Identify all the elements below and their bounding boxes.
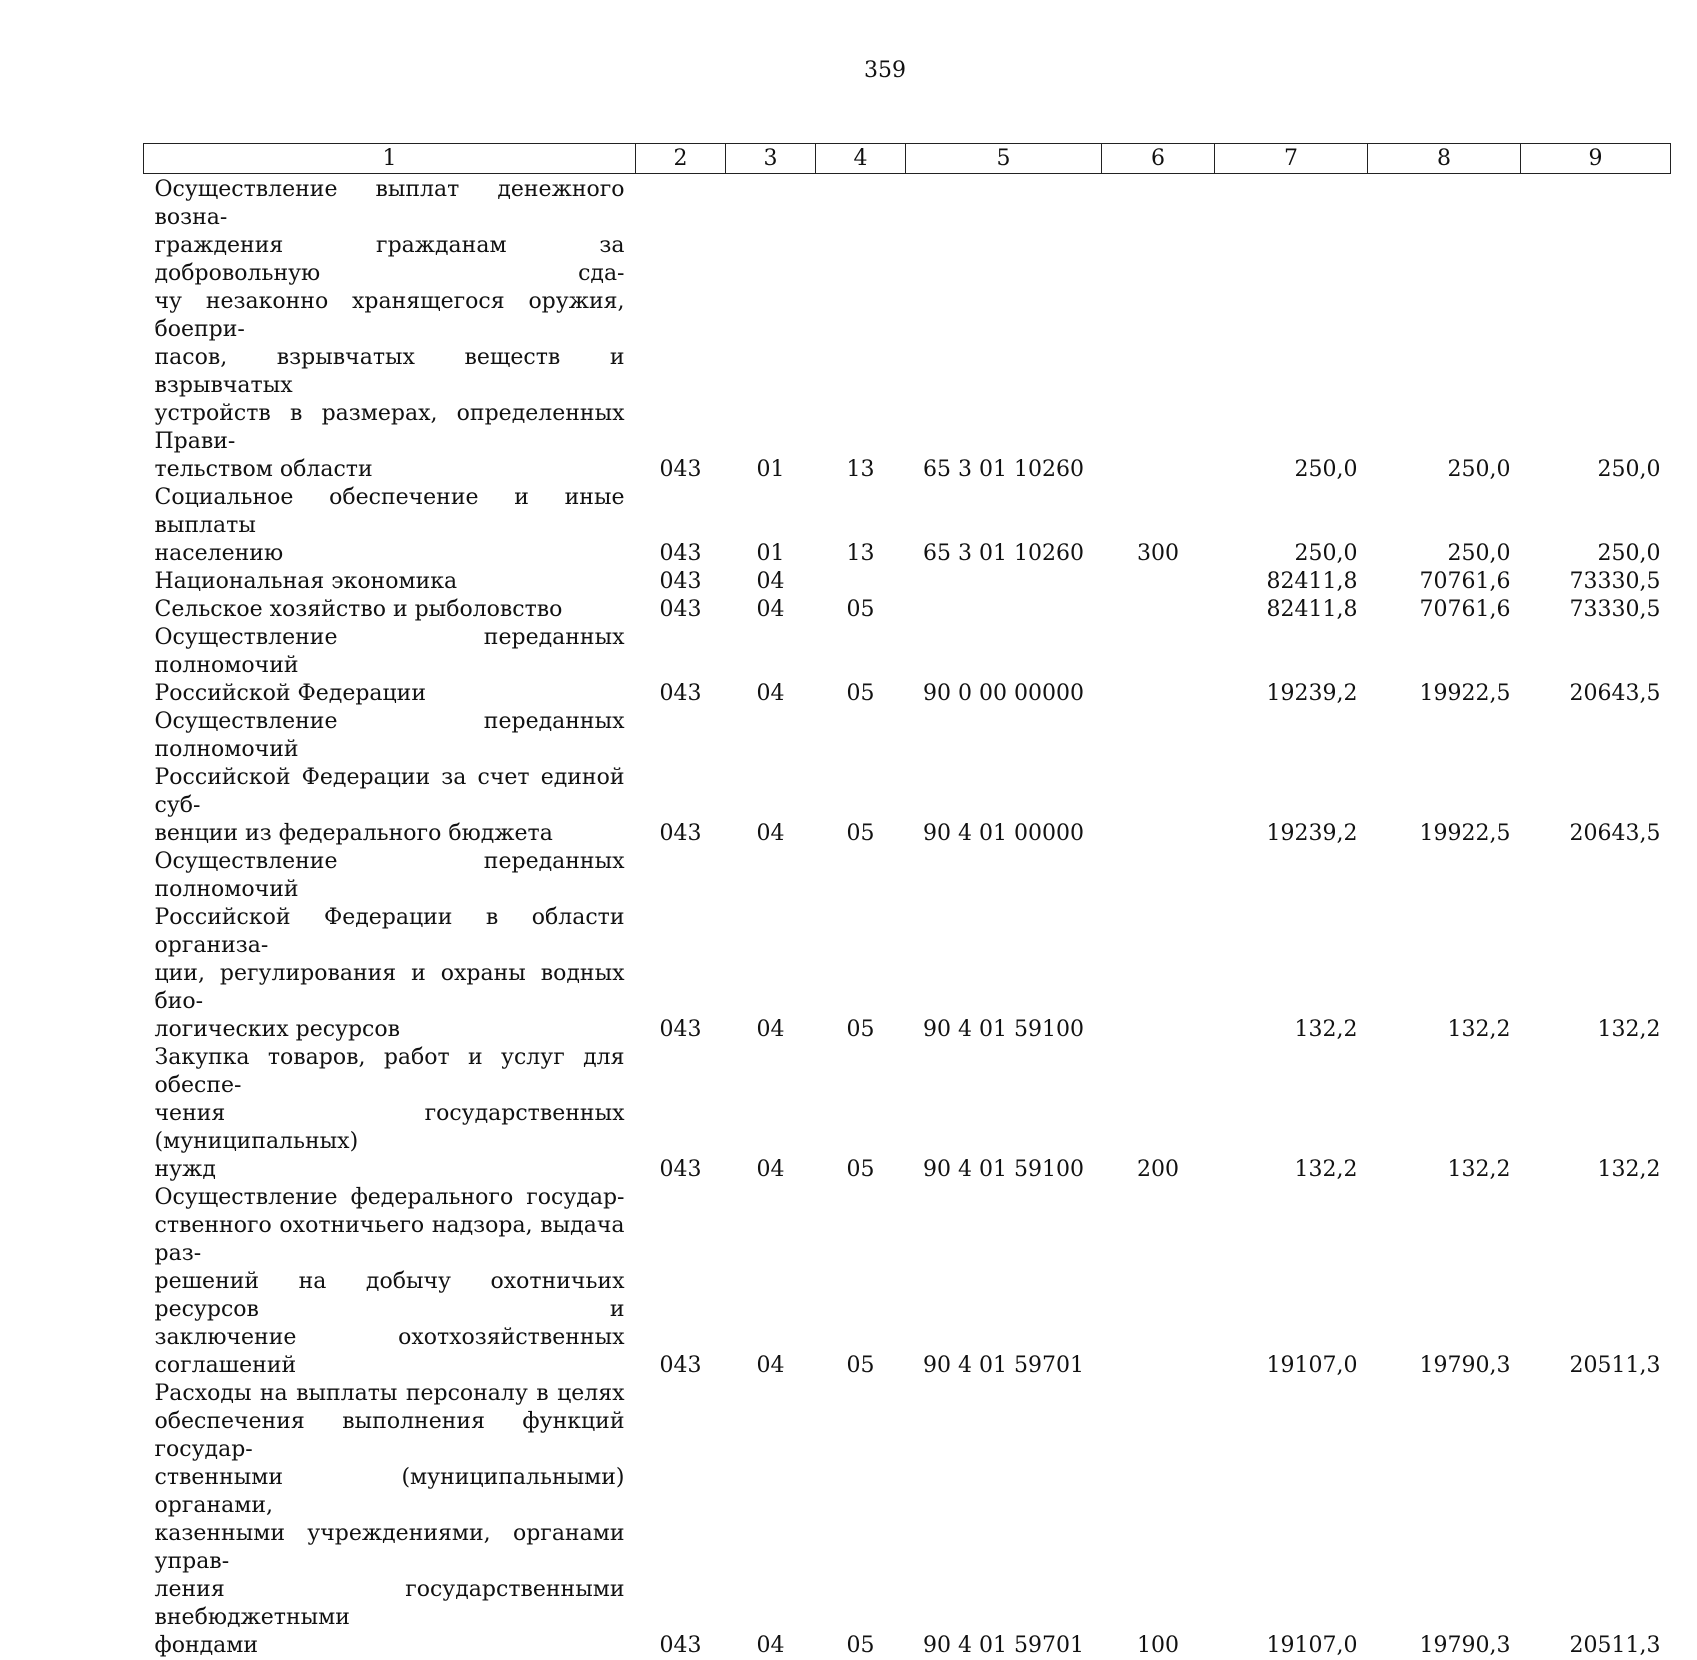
code-cell-3: 04 bbox=[726, 596, 816, 624]
code-cell-5: 90 4 01 59701 bbox=[906, 1184, 1102, 1380]
row-description bbox=[144, 484, 636, 568]
description-line: венции из федерального бюджета bbox=[155, 820, 625, 848]
row-description bbox=[144, 596, 636, 624]
amount-cell-7: 132,2 bbox=[1215, 848, 1368, 1044]
row-description bbox=[144, 848, 636, 1044]
row-description bbox=[144, 174, 636, 485]
code-cell-5: 90 4 01 59100 bbox=[906, 848, 1102, 1044]
code-cell-2: 043 bbox=[636, 624, 726, 708]
description-line: Осуществление переданных полномочий bbox=[155, 708, 625, 764]
code-cell-4: 05 bbox=[816, 1380, 906, 1660]
code-cell-2: 043 bbox=[636, 596, 726, 624]
description-line: решений на добычу охотничьих ресурсов и bbox=[155, 1268, 625, 1324]
table-row bbox=[144, 1380, 1671, 1660]
code-cell-5: 90 0 00 00000 bbox=[906, 624, 1102, 708]
code-cell-6 bbox=[1102, 596, 1215, 624]
code-cell-3: 04 bbox=[726, 568, 816, 596]
amount-cell-8: 19922,5 bbox=[1368, 624, 1521, 708]
code-cell-2: 043 bbox=[636, 568, 726, 596]
description-line: Осуществление переданных полномочий bbox=[155, 624, 625, 680]
row-description bbox=[144, 568, 636, 596]
description-line: пасов, взрывчатых веществ и взрывчатых bbox=[155, 344, 625, 400]
description-line: Расходы на выплаты персоналу в целях bbox=[155, 1380, 625, 1408]
header-row bbox=[144, 144, 1671, 174]
header-cell: 7 bbox=[1215, 144, 1368, 174]
amount-cell-9: 20643,5 bbox=[1521, 624, 1671, 708]
description-line: тельством области bbox=[155, 456, 625, 484]
page-number: 359 bbox=[0, 58, 1697, 83]
code-cell-3: 04 bbox=[726, 1380, 816, 1660]
code-cell-3: 04 bbox=[726, 708, 816, 848]
header-cell: 2 bbox=[636, 144, 726, 174]
code-cell-2: 043 bbox=[636, 708, 726, 848]
header-cell: 4 bbox=[816, 144, 906, 174]
amount-cell-9: 73330,5 bbox=[1521, 568, 1671, 596]
header-cell: 8 bbox=[1368, 144, 1521, 174]
amount-cell-8: 19922,5 bbox=[1368, 708, 1521, 848]
code-cell-2: 043 bbox=[636, 848, 726, 1044]
code-cell-5: 90 4 01 59100 bbox=[906, 1044, 1102, 1184]
description-line: Российской Федерации за счет единой суб- bbox=[155, 764, 625, 820]
code-cell-3: 04 bbox=[726, 848, 816, 1044]
table-row bbox=[144, 596, 1671, 624]
code-cell-2: 043 bbox=[636, 1184, 726, 1380]
table-row bbox=[144, 174, 1671, 485]
description-line: Сельское хозяйство и рыболовство bbox=[155, 596, 625, 624]
description-line: устройств в размерах, определенных Прави- bbox=[155, 400, 625, 456]
amount-cell-8: 132,2 bbox=[1368, 848, 1521, 1044]
row-description bbox=[144, 1184, 636, 1380]
description-line: ления государственными внебюджетными bbox=[155, 1576, 625, 1632]
amount-cell-7: 19239,2 bbox=[1215, 624, 1368, 708]
table-body bbox=[144, 174, 1671, 1660]
amount-cell-9: 132,2 bbox=[1521, 1044, 1671, 1184]
description-line: чу незаконно хранящегося оружия, боепри- bbox=[155, 288, 625, 344]
description-line: Закупка товаров, работ и услуг для обеспе- bbox=[155, 1044, 625, 1100]
code-cell-6 bbox=[1102, 1184, 1215, 1380]
row-description bbox=[144, 1044, 636, 1184]
code-cell-5: 90 4 01 59701 bbox=[906, 1380, 1102, 1660]
code-cell-5 bbox=[906, 568, 1102, 596]
amount-cell-8: 70761,6 bbox=[1368, 596, 1521, 624]
code-cell-2: 043 bbox=[636, 1380, 726, 1660]
description-line: Национальная экономика bbox=[155, 568, 625, 596]
amount-cell-7: 250,0 bbox=[1215, 484, 1368, 568]
description-line: Российской Федерации bbox=[155, 680, 625, 708]
description-line: нужд bbox=[155, 1156, 625, 1184]
code-cell-3: 01 bbox=[726, 174, 816, 485]
amount-cell-8: 19790,3 bbox=[1368, 1380, 1521, 1660]
amount-cell-7: 250,0 bbox=[1215, 174, 1368, 485]
code-cell-4: 05 bbox=[816, 1184, 906, 1380]
header-cell: 6 bbox=[1102, 144, 1215, 174]
code-cell-3: 01 bbox=[726, 484, 816, 568]
code-cell-6 bbox=[1102, 174, 1215, 485]
amount-cell-7: 82411,8 bbox=[1215, 568, 1368, 596]
description-line: казенными учреждениями, органами управ- bbox=[155, 1520, 625, 1576]
amount-cell-7: 132,2 bbox=[1215, 1044, 1368, 1184]
code-cell-5: 90 4 01 00000 bbox=[906, 708, 1102, 848]
code-cell-4: 05 bbox=[816, 624, 906, 708]
code-cell-4 bbox=[816, 568, 906, 596]
code-cell-4: 13 bbox=[816, 174, 906, 485]
code-cell-4: 05 bbox=[816, 1044, 906, 1184]
code-cell-6: 300 bbox=[1102, 484, 1215, 568]
amount-cell-9: 20643,5 bbox=[1521, 708, 1671, 848]
amount-cell-9: 20511,3 bbox=[1521, 1184, 1671, 1380]
amount-cell-7: 19107,0 bbox=[1215, 1380, 1368, 1660]
description-line: Осуществление выплат денежного возна- bbox=[155, 176, 625, 232]
amount-cell-8: 19790,3 bbox=[1368, 1184, 1521, 1380]
code-cell-3: 04 bbox=[726, 1044, 816, 1184]
description-line: фондами bbox=[155, 1632, 625, 1660]
amount-cell-8: 250,0 bbox=[1368, 174, 1521, 485]
budget-table bbox=[143, 143, 1671, 1660]
description-line: Осуществление переданных полномочий bbox=[155, 848, 625, 904]
amount-cell-7: 82411,8 bbox=[1215, 596, 1368, 624]
header-cell: 3 bbox=[726, 144, 816, 174]
amount-cell-8: 250,0 bbox=[1368, 484, 1521, 568]
code-cell-4: 05 bbox=[816, 708, 906, 848]
code-cell-6: 200 bbox=[1102, 1044, 1215, 1184]
code-cell-5 bbox=[906, 596, 1102, 624]
header-cell: 1 bbox=[144, 144, 636, 174]
code-cell-6 bbox=[1102, 708, 1215, 848]
description-line: ственными (муниципальными) органами, bbox=[155, 1464, 625, 1520]
amount-cell-7: 19239,2 bbox=[1215, 708, 1368, 848]
header-cell: 9 bbox=[1521, 144, 1671, 174]
description-line: граждения гражданам за добровольную сда- bbox=[155, 232, 625, 288]
amount-cell-9: 20511,3 bbox=[1521, 1380, 1671, 1660]
code-cell-3: 04 bbox=[726, 1184, 816, 1380]
code-cell-2: 043 bbox=[636, 174, 726, 485]
row-description bbox=[144, 624, 636, 708]
table-row bbox=[144, 624, 1671, 708]
code-cell-4: 13 bbox=[816, 484, 906, 568]
description-line: чения государственных (муниципальных) bbox=[155, 1100, 625, 1156]
code-cell-2: 043 bbox=[636, 1044, 726, 1184]
row-description bbox=[144, 1380, 636, 1660]
code-cell-4: 05 bbox=[816, 848, 906, 1044]
description-line: Социальное обеспечение и иные выплаты bbox=[155, 484, 625, 540]
amount-cell-9: 73330,5 bbox=[1521, 596, 1671, 624]
description-line: Осуществление федерального государ- bbox=[155, 1184, 625, 1212]
amount-cell-8: 132,2 bbox=[1368, 1044, 1521, 1184]
header-cell: 5 bbox=[906, 144, 1102, 174]
code-cell-6: 100 bbox=[1102, 1380, 1215, 1660]
description-line: обеспечения выполнения функций государ- bbox=[155, 1408, 625, 1464]
code-cell-5: 65 3 01 10260 bbox=[906, 484, 1102, 568]
code-cell-2: 043 bbox=[636, 484, 726, 568]
table-row bbox=[144, 568, 1671, 596]
description-line: заключение охотхозяйственных соглашений bbox=[155, 1324, 625, 1380]
code-cell-6 bbox=[1102, 568, 1215, 596]
amount-cell-7: 19107,0 bbox=[1215, 1184, 1368, 1380]
code-cell-6 bbox=[1102, 624, 1215, 708]
amount-cell-8: 70761,6 bbox=[1368, 568, 1521, 596]
table-row bbox=[144, 484, 1671, 568]
table-row bbox=[144, 708, 1671, 848]
description-line: логических ресурсов bbox=[155, 1016, 625, 1044]
row-description bbox=[144, 708, 636, 848]
code-cell-3: 04 bbox=[726, 624, 816, 708]
code-cell-6 bbox=[1102, 848, 1215, 1044]
table-row bbox=[144, 1184, 1671, 1380]
description-line: Российской Федерации в области организа- bbox=[155, 904, 625, 960]
table-row bbox=[144, 848, 1671, 1044]
table-row bbox=[144, 1044, 1671, 1184]
amount-cell-9: 250,0 bbox=[1521, 484, 1671, 568]
amount-cell-9: 250,0 bbox=[1521, 174, 1671, 485]
code-cell-4: 05 bbox=[816, 596, 906, 624]
description-line: ции, регулирования и охраны водных био- bbox=[155, 960, 625, 1016]
amount-cell-9: 132,2 bbox=[1521, 848, 1671, 1044]
code-cell-5: 65 3 01 10260 bbox=[906, 174, 1102, 485]
description-line: населению bbox=[155, 540, 625, 568]
description-line: ственного охотничьего надзора, выдача раз- bbox=[155, 1212, 625, 1268]
